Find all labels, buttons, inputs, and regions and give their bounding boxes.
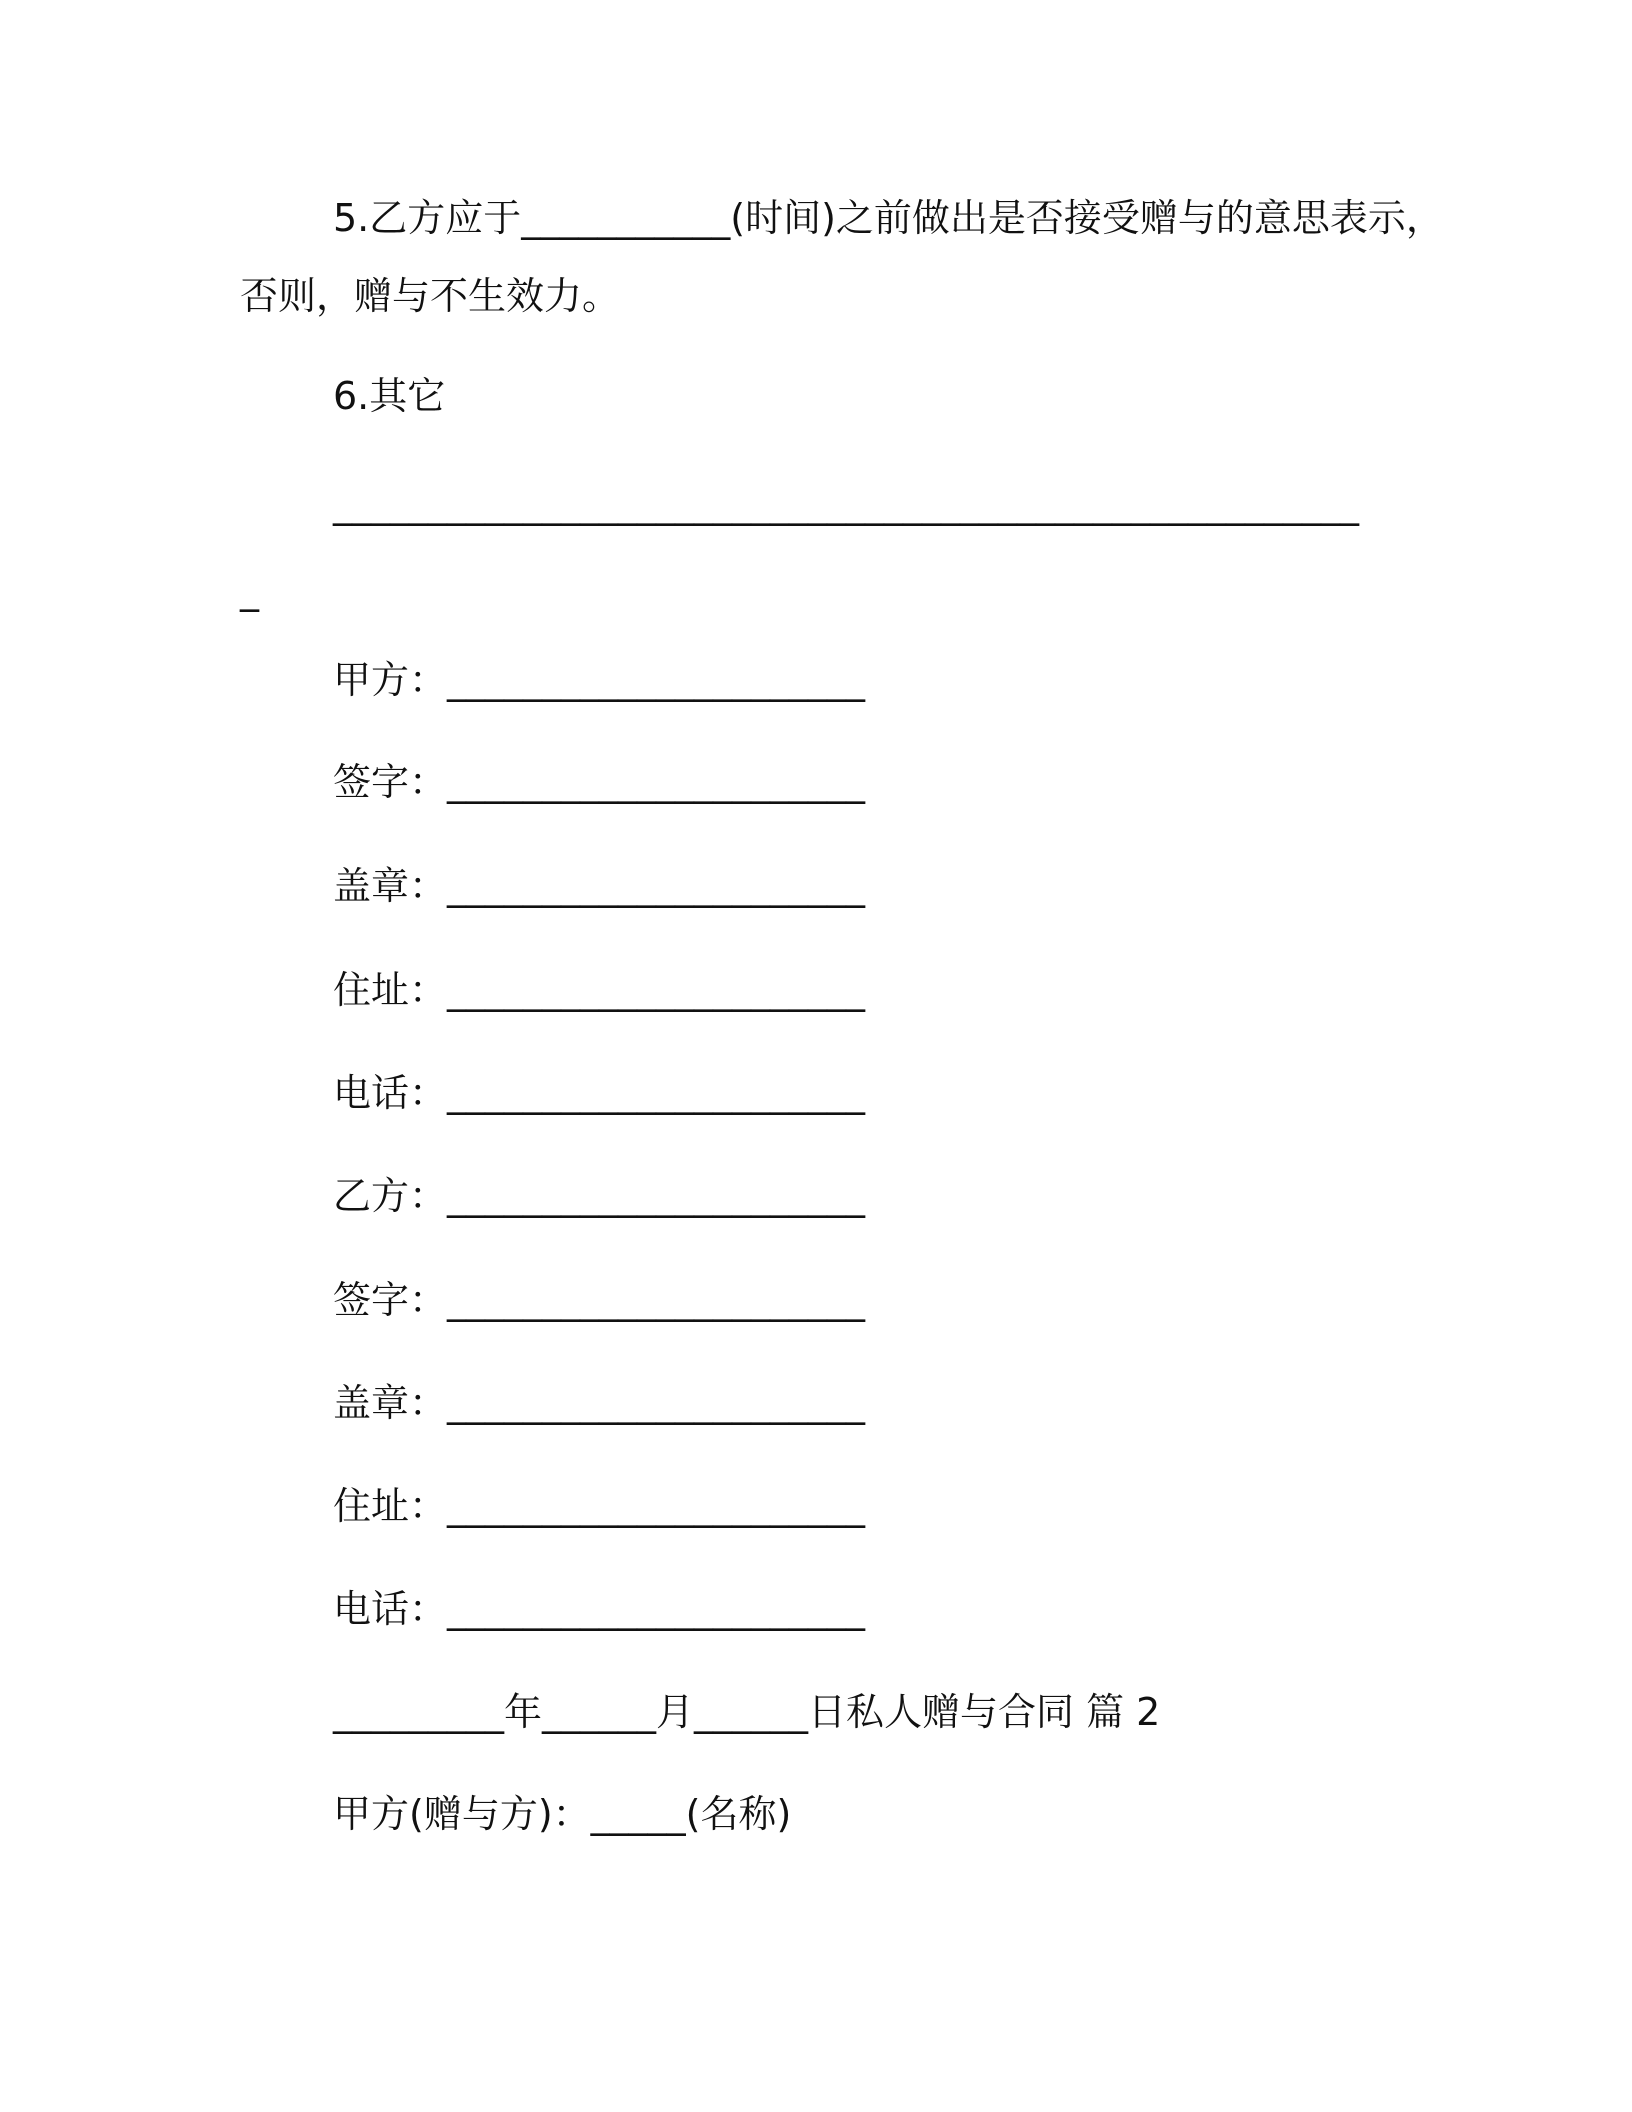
party-a-phone-field: 电话：______________________	[333, 1071, 866, 1115]
clause-5-line-1: 5.乙方应于___________(时间)之前做出是否接受赠与的意思表示，	[333, 196, 1444, 240]
party-a-address-field: 住址：______________________	[333, 968, 866, 1012]
party-a-name-field: 甲方：______________________	[333, 658, 866, 702]
party-b-address-field: 住址：______________________	[333, 1484, 866, 1528]
party-b-name-field: 乙方：______________________	[333, 1174, 866, 1218]
party-a-seal-field: 盖章：______________________	[333, 864, 866, 908]
clause-6-blank-line-1: ______________________________________________________	[333, 482, 1359, 526]
clause-6-label: 6.其它	[333, 374, 446, 418]
donor-party-line: 甲方(赠与方)：_____(名称)	[333, 1792, 792, 1836]
clause-6-blank-line-2: _	[240, 568, 259, 612]
date-and-next-contract-title: _________年______月______日私人赠与合同 篇 2	[333, 1690, 1161, 1734]
party-a-signature-field: 签字：______________________	[333, 760, 866, 804]
party-b-phone-field: 电话：______________________	[333, 1587, 866, 1631]
party-b-signature-field: 签字：______________________	[333, 1278, 866, 1322]
clause-5-line-2: 否则，赠与不生效力。	[240, 274, 621, 318]
party-b-seal-field: 盖章：______________________	[333, 1381, 866, 1425]
